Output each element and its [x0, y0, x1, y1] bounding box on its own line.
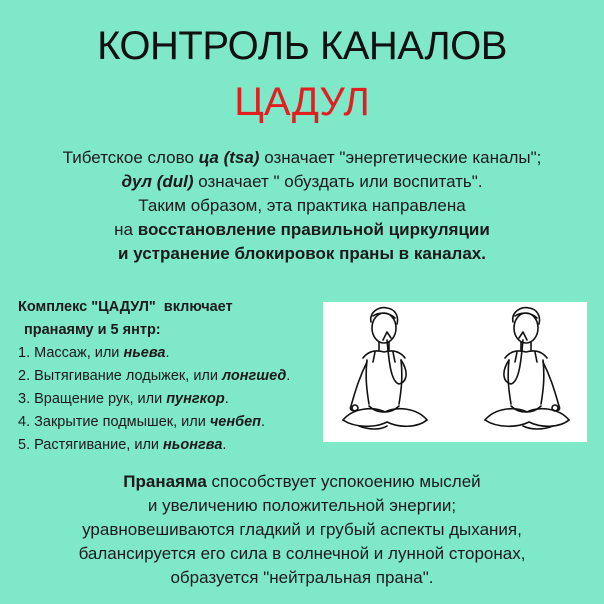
outro-line-2: и увеличению положительной энергии; [147, 496, 457, 515]
outro-line-5: образуется "нейтральная прана". [170, 568, 434, 587]
term-tsa: ца (tsa) [198, 148, 260, 167]
pranayama-paragraph [0, 470, 604, 590]
list-item: 5. Растягивание, или ньонгва. [18, 437, 227, 453]
outro-line-1: Пранаяма способствует успокоению мыслей [123, 472, 481, 491]
intro-line-1: Тибетское слово ца (tsa) означает "энергетические каналы"; [62, 148, 542, 167]
intro-line-2: дул (dul) означает " обуздать или воспитать". [121, 172, 483, 191]
complex-section [18, 296, 328, 457]
page-subtitle: ЦАДУЛ [234, 80, 370, 124]
list-item: 3. Вращение рук, или пунгкор. [18, 391, 229, 407]
figure-right [485, 308, 569, 429]
list-item: 4. Закрытие подмышек, или ченбеп. [18, 414, 266, 430]
outro-line-4: балансируется его сила в солнечной и лунной сторонах, [78, 544, 526, 563]
meditating-figures-image [323, 302, 587, 442]
yantra-list [18, 342, 328, 457]
intro-line-4: на восстановление правильной циркуляции [114, 220, 490, 239]
list-item: 2. Вытягивание лодыжек, или лонгшед. [18, 368, 291, 384]
intro-line-5: и устранение блокировок праны в каналах. [118, 244, 486, 263]
intro-line-3: Таким образом, эта практика направлена [138, 196, 466, 215]
term-dul: дул (dul) [121, 172, 194, 191]
intro-paragraph [0, 146, 604, 266]
list-item: 1. Массаж, или ньева. [18, 345, 170, 361]
breathing-illustration [323, 302, 587, 442]
figure-left [343, 308, 427, 429]
page-title: КОНТРОЛЬ КАНАЛОВ [97, 24, 507, 68]
outro-line-3: уравновешиваются гладкий и грубый аспекты дыхания, [82, 520, 522, 539]
complex-heading: Комплекс "ЦАДУЛ" включает пранаяму и 5 янтр: [18, 299, 233, 338]
